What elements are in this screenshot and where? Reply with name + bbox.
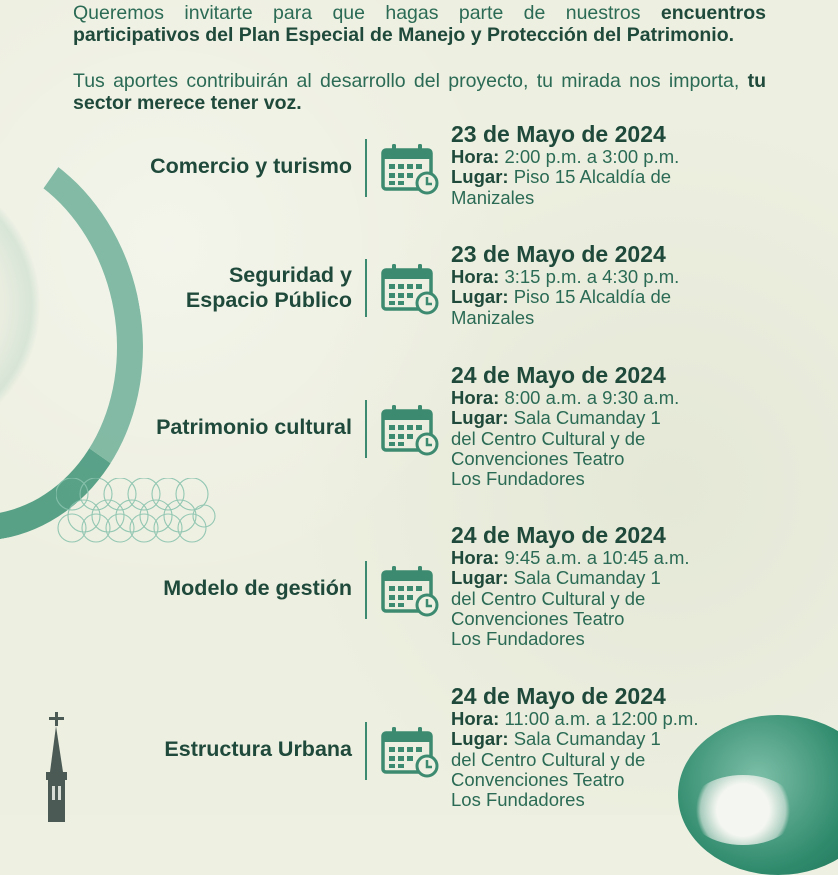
event-sector: [92, 263, 352, 313]
contribution-paragraph: Tus aportes contribuirán al desarrollo del proyecto, tu mirada nos importa, tu sector merece tener voz.: [73, 70, 766, 114]
event-info: [451, 362, 831, 489]
event-place-line: del Centro Cultural y de: [451, 748, 646, 770]
calendar-clock-icon: [380, 726, 440, 778]
event-place-line: Convenciones Teatro: [451, 768, 625, 790]
event-sector-line: Espacio Público: [185, 288, 352, 312]
calendar-clock-icon: [380, 565, 440, 617]
event-date: 24 de Mayo de 2024: [451, 362, 666, 388]
event-time: Hora: 11:00 a.m. a 12:00 p.m.: [451, 708, 699, 729]
event-date: 23 de Mayo de 2024: [451, 241, 666, 267]
invitation-text: [73, 2, 766, 114]
event-time: Hora: 9:45 a.m. a 10:45 a.m.: [451, 547, 690, 568]
event-sector: Modelo de gestión: [163, 576, 352, 600]
church-tower-illustration: [30, 712, 90, 822]
event-time: Hora: 3:15 p.m. a 4:30 p.m.: [451, 266, 680, 287]
divider: [365, 722, 367, 780]
calendar-clock-icon: [380, 263, 440, 315]
event-info: [451, 683, 831, 810]
event-place-line: del Centro Cultural y de: [451, 427, 646, 449]
event-info: [451, 121, 831, 208]
event-place-line: Los Fundadores: [451, 468, 585, 490]
event-time: Hora: 2:00 p.m. a 3:00 p.m.: [451, 146, 680, 167]
invitation-paragraph: Queremos invitarte para que hagas parte de nuestros encuentros participativos del Plan Especial de Manejo y Protección del Patrimonio.: [73, 2, 766, 46]
divider: [365, 561, 367, 619]
event-place-line: Convenciones Teatro: [451, 447, 625, 469]
event-sector: Patrimonio cultural: [156, 415, 352, 439]
event-place: Lugar: Sala Cumanday 1: [451, 407, 661, 429]
event-date: 24 de Mayo de 2024: [451, 522, 666, 548]
event-place-line: Los Fundadores: [451, 628, 585, 650]
event-place-line: Manizales: [451, 306, 535, 328]
event-place-line: Los Fundadores: [451, 789, 585, 811]
event-place: Lugar: Piso 15 Alcaldía de: [451, 286, 672, 308]
event-sector-line: Seguridad y: [228, 263, 352, 287]
event-date: 23 de Mayo de 2024: [451, 121, 666, 147]
event-place-line: Convenciones Teatro: [451, 607, 625, 629]
divider: [365, 139, 367, 197]
event-sector: Estructura Urbana: [164, 737, 352, 761]
event-place: Lugar: Sala Cumanday 1: [451, 728, 661, 750]
event-place: Lugar: Sala Cumanday 1: [451, 567, 661, 589]
event-info: [451, 241, 831, 328]
calendar-clock-icon: [380, 404, 440, 456]
event-date: 24 de Mayo de 2024: [451, 683, 666, 709]
decorative-circle-pattern: [56, 478, 216, 544]
event-info: [451, 522, 831, 649]
event-place-line: del Centro Cultural y de: [451, 587, 646, 609]
event-place: Lugar: Piso 15 Alcaldía de: [451, 166, 672, 188]
divider: [365, 400, 367, 458]
event-time: Hora: 8:00 a.m. a 9:30 a.m.: [451, 387, 680, 408]
event-place-line: Manizales: [451, 186, 535, 208]
calendar-clock-icon: [380, 143, 440, 195]
event-sector: Comercio y turismo: [150, 154, 352, 178]
divider: [365, 259, 367, 317]
